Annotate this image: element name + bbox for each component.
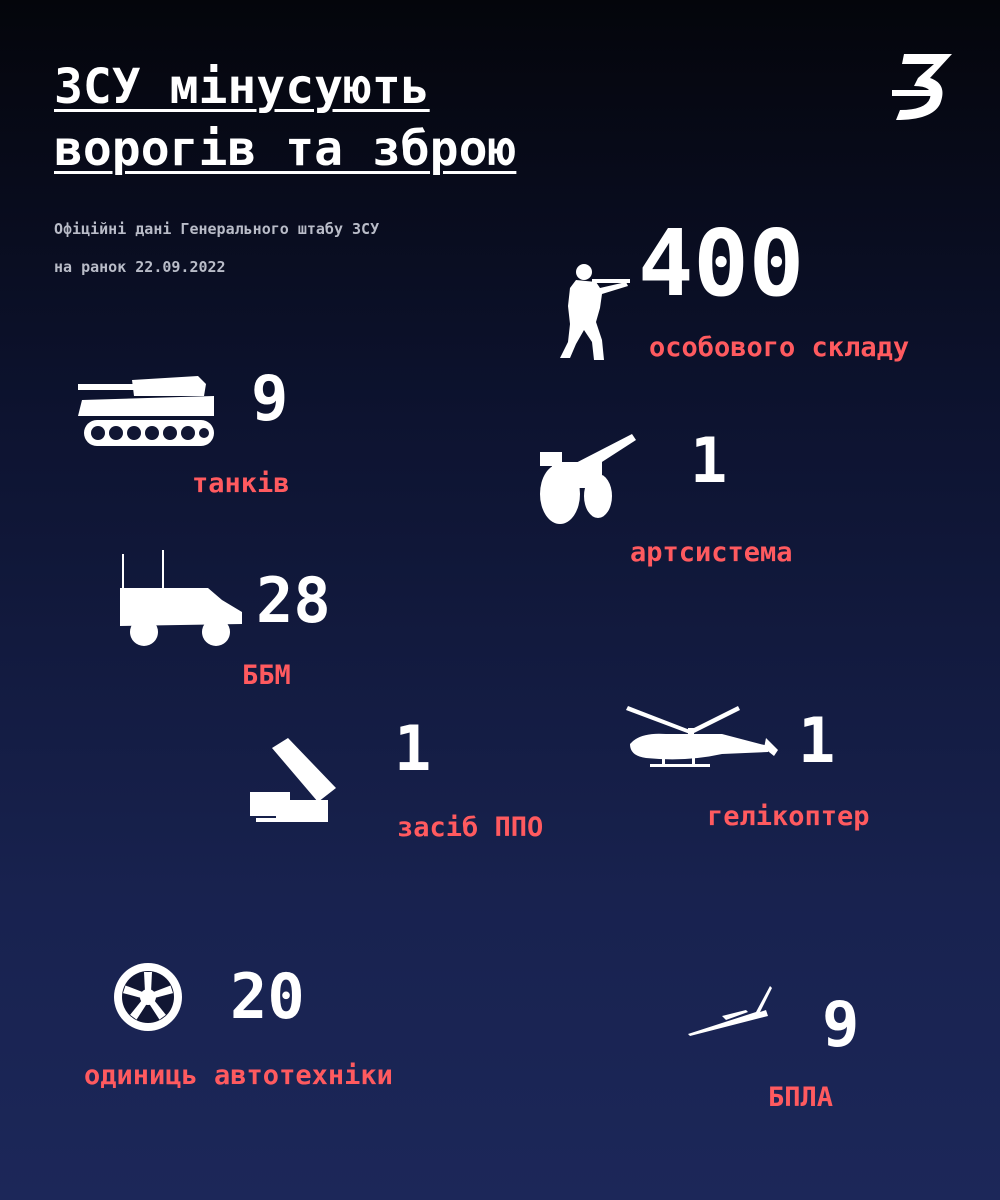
- drone-icon: [686, 982, 774, 1036]
- helicopters-count: 1: [798, 704, 836, 777]
- helicopter-icon: [626, 704, 780, 772]
- air-defense-label: засіб ППО: [397, 812, 544, 843]
- personnel-label: особового складу: [649, 332, 910, 363]
- artillery-label: артсистема: [630, 537, 793, 568]
- air-defense-count: 1: [394, 712, 432, 785]
- date-note: на ранок 22.09.2022: [54, 258, 226, 276]
- uav-label: БПЛА: [768, 1082, 834, 1113]
- apv-label: ББМ: [242, 660, 291, 691]
- armored-vehicle-icon: [118, 550, 244, 650]
- artillery-icon: [536, 432, 638, 528]
- apv-count: 28: [256, 564, 331, 637]
- vehicles-count: 20: [230, 960, 305, 1033]
- logo-icon: [890, 48, 956, 124]
- source-note: Офіційні дані Генерального штабу ЗСУ: [54, 220, 380, 238]
- title-line-1: ЗСУ мінусують: [54, 59, 430, 115]
- tanks-label: танків: [192, 468, 290, 499]
- soldier-icon: [556, 262, 632, 364]
- artillery-count: 1: [690, 424, 728, 497]
- air-defense-launcher-icon: [248, 738, 338, 828]
- tanks-count: 9: [251, 362, 289, 435]
- wheel-icon: [113, 962, 183, 1032]
- vehicles-label: одиниць автотехніки: [84, 1060, 393, 1091]
- page-title: [54, 56, 516, 180]
- tank-icon: [78, 374, 218, 448]
- personnel-count: 400: [638, 210, 805, 317]
- title-line-2: ворогів та зброю: [54, 121, 517, 177]
- uav-count: 9: [822, 988, 860, 1061]
- helicopters-label: гелікоптер: [707, 801, 870, 832]
